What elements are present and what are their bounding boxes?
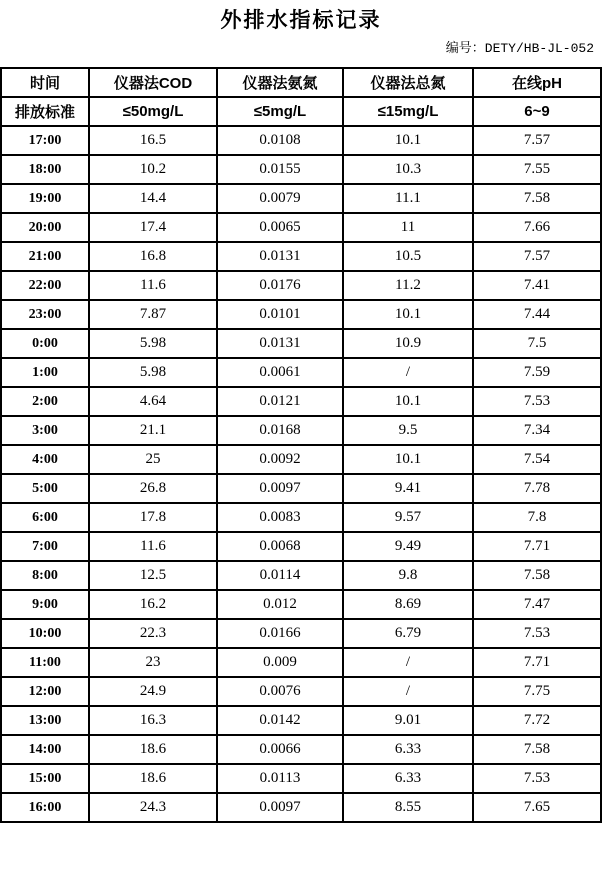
value-cell: 5.98 [89, 358, 217, 387]
value-cell: 7.53 [473, 387, 601, 416]
header-row [1, 68, 601, 97]
value-cell: 7.66 [473, 213, 601, 242]
time-cell: 18:00 [1, 155, 89, 184]
value-cell: 7.71 [473, 532, 601, 561]
value-cell: / [343, 677, 473, 706]
column-header-ph: 在线pH [473, 68, 601, 97]
value-cell: 0.0092 [217, 445, 343, 474]
table-row [1, 329, 601, 358]
value-cell: 7.41 [473, 271, 601, 300]
value-cell: 11 [343, 213, 473, 242]
value-cell: 17.4 [89, 213, 217, 242]
readings-table [0, 67, 602, 823]
value-cell: 0.012 [217, 590, 343, 619]
value-cell: 16.3 [89, 706, 217, 735]
value-cell: 23 [89, 648, 217, 677]
time-cell: 2:00 [1, 387, 89, 416]
time-cell: 16:00 [1, 793, 89, 822]
table-row [1, 735, 601, 764]
value-cell: / [343, 358, 473, 387]
table-row [1, 677, 601, 706]
value-cell: 7.53 [473, 619, 601, 648]
value-cell: 0.0108 [217, 126, 343, 155]
value-cell: 7.57 [473, 242, 601, 271]
value-cell: 0.0176 [217, 271, 343, 300]
value-cell: 0.0097 [217, 474, 343, 503]
value-cell: 7.58 [473, 735, 601, 764]
table-row [1, 184, 601, 213]
value-cell: 7.65 [473, 793, 601, 822]
value-cell: 21.1 [89, 416, 217, 445]
table-row [1, 764, 601, 793]
time-cell: 13:00 [1, 706, 89, 735]
value-cell: 16.5 [89, 126, 217, 155]
value-cell: 6.33 [343, 764, 473, 793]
column-header-ammonia: 仪器法氨氮 [217, 68, 343, 97]
value-cell: 9.49 [343, 532, 473, 561]
time-cell: 9:00 [1, 590, 89, 619]
value-cell: 18.6 [89, 735, 217, 764]
value-cell: 9.01 [343, 706, 473, 735]
column-header-cod: 仪器法COD [89, 68, 217, 97]
standard-ph: 6~9 [473, 97, 601, 126]
table-row [1, 793, 601, 822]
table-row [1, 358, 601, 387]
doc-number [0, 39, 602, 58]
table-body [1, 126, 601, 822]
value-cell: 7.78 [473, 474, 601, 503]
value-cell: 0.0066 [217, 735, 343, 764]
value-cell: 0.0114 [217, 561, 343, 590]
value-cell: 7.53 [473, 764, 601, 793]
doc-number-value: DETY/HB-JL-052 [484, 41, 594, 56]
value-cell: 5.98 [89, 329, 217, 358]
table-row [1, 474, 601, 503]
value-cell: 7.59 [473, 358, 601, 387]
value-cell: 11.2 [343, 271, 473, 300]
table-row [1, 445, 601, 474]
value-cell: 7.75 [473, 677, 601, 706]
value-cell: 0.0142 [217, 706, 343, 735]
standards-row [1, 97, 601, 126]
value-cell: 9.41 [343, 474, 473, 503]
table-row [1, 532, 601, 561]
value-cell: 4.64 [89, 387, 217, 416]
value-cell: 11.1 [343, 184, 473, 213]
time-cell: 4:00 [1, 445, 89, 474]
table-row [1, 271, 601, 300]
value-cell: 0.0079 [217, 184, 343, 213]
value-cell: 7.71 [473, 648, 601, 677]
time-cell: 1:00 [1, 358, 89, 387]
value-cell: 10.1 [343, 445, 473, 474]
value-cell: 7.72 [473, 706, 601, 735]
time-cell: 14:00 [1, 735, 89, 764]
time-cell: 19:00 [1, 184, 89, 213]
value-cell: 8.69 [343, 590, 473, 619]
time-cell: 3:00 [1, 416, 89, 445]
value-cell: 6.33 [343, 735, 473, 764]
value-cell: 10.3 [343, 155, 473, 184]
value-cell: 14.4 [89, 184, 217, 213]
value-cell: 7.58 [473, 561, 601, 590]
time-cell: 5:00 [1, 474, 89, 503]
value-cell: 0.0061 [217, 358, 343, 387]
value-cell: 0.0168 [217, 416, 343, 445]
table-row [1, 619, 601, 648]
value-cell: 0.0166 [217, 619, 343, 648]
table-row [1, 213, 601, 242]
table-row [1, 126, 601, 155]
value-cell: 18.6 [89, 764, 217, 793]
table-row [1, 590, 601, 619]
value-cell: 0.0101 [217, 300, 343, 329]
value-cell: 0.0097 [217, 793, 343, 822]
value-cell: 24.9 [89, 677, 217, 706]
value-cell: 7.34 [473, 416, 601, 445]
value-cell: 25 [89, 445, 217, 474]
column-header-total-n: 仪器法总氮 [343, 68, 473, 97]
time-cell: 11:00 [1, 648, 89, 677]
standard-total-n: ≤15mg/L [343, 97, 473, 126]
value-cell: 11.6 [89, 532, 217, 561]
value-cell: 0.009 [217, 648, 343, 677]
value-cell: 0.0076 [217, 677, 343, 706]
value-cell: 26.8 [89, 474, 217, 503]
column-header-time: 时间 [1, 68, 89, 97]
value-cell: 0.0068 [217, 532, 343, 561]
value-cell: 0.0131 [217, 329, 343, 358]
value-cell: 24.3 [89, 793, 217, 822]
value-cell: 7.47 [473, 590, 601, 619]
value-cell: 6.79 [343, 619, 473, 648]
value-cell: 10.5 [343, 242, 473, 271]
time-cell: 0:00 [1, 329, 89, 358]
time-cell: 23:00 [1, 300, 89, 329]
value-cell: 8.55 [343, 793, 473, 822]
value-cell: 7.87 [89, 300, 217, 329]
standard-cod: ≤50mg/L [89, 97, 217, 126]
value-cell: 7.55 [473, 155, 601, 184]
table-row [1, 416, 601, 445]
table-row [1, 242, 601, 271]
time-cell: 8:00 [1, 561, 89, 590]
value-cell: 0.0065 [217, 213, 343, 242]
value-cell: 10.1 [343, 387, 473, 416]
table-row [1, 387, 601, 416]
value-cell: / [343, 648, 473, 677]
value-cell: 0.0155 [217, 155, 343, 184]
table-row [1, 648, 601, 677]
table-row [1, 503, 601, 532]
value-cell: 0.0121 [217, 387, 343, 416]
value-cell: 17.8 [89, 503, 217, 532]
value-cell: 0.0113 [217, 764, 343, 793]
value-cell: 7.58 [473, 184, 601, 213]
value-cell: 7.44 [473, 300, 601, 329]
standards-row-label: 排放标准 [1, 97, 89, 126]
table-row [1, 155, 601, 184]
value-cell: 7.8 [473, 503, 601, 532]
time-cell: 21:00 [1, 242, 89, 271]
time-cell: 12:00 [1, 677, 89, 706]
value-cell: 9.5 [343, 416, 473, 445]
time-cell: 17:00 [1, 126, 89, 155]
value-cell: 0.0131 [217, 242, 343, 271]
table-row [1, 300, 601, 329]
value-cell: 16.2 [89, 590, 217, 619]
value-cell: 10.1 [343, 126, 473, 155]
time-cell: 7:00 [1, 532, 89, 561]
value-cell: 10.1 [343, 300, 473, 329]
page-title: 外排水指标记录 [220, 9, 382, 32]
table-row [1, 561, 601, 590]
time-cell: 20:00 [1, 213, 89, 242]
value-cell: 0.0083 [217, 503, 343, 532]
value-cell: 22.3 [89, 619, 217, 648]
value-cell: 10.2 [89, 155, 217, 184]
doc-number-label: 编号： [445, 40, 485, 55]
time-cell: 22:00 [1, 271, 89, 300]
value-cell: 9.57 [343, 503, 473, 532]
value-cell: 16.8 [89, 242, 217, 271]
value-cell: 11.6 [89, 271, 217, 300]
time-cell: 15:00 [1, 764, 89, 793]
table-row [1, 706, 601, 735]
value-cell: 7.57 [473, 126, 601, 155]
value-cell: 9.8 [343, 561, 473, 590]
time-cell: 10:00 [1, 619, 89, 648]
time-cell: 6:00 [1, 503, 89, 532]
value-cell: 7.5 [473, 329, 601, 358]
value-cell: 7.54 [473, 445, 601, 474]
standard-ammonia: ≤5mg/L [217, 97, 343, 126]
value-cell: 10.9 [343, 329, 473, 358]
value-cell: 12.5 [89, 561, 217, 590]
